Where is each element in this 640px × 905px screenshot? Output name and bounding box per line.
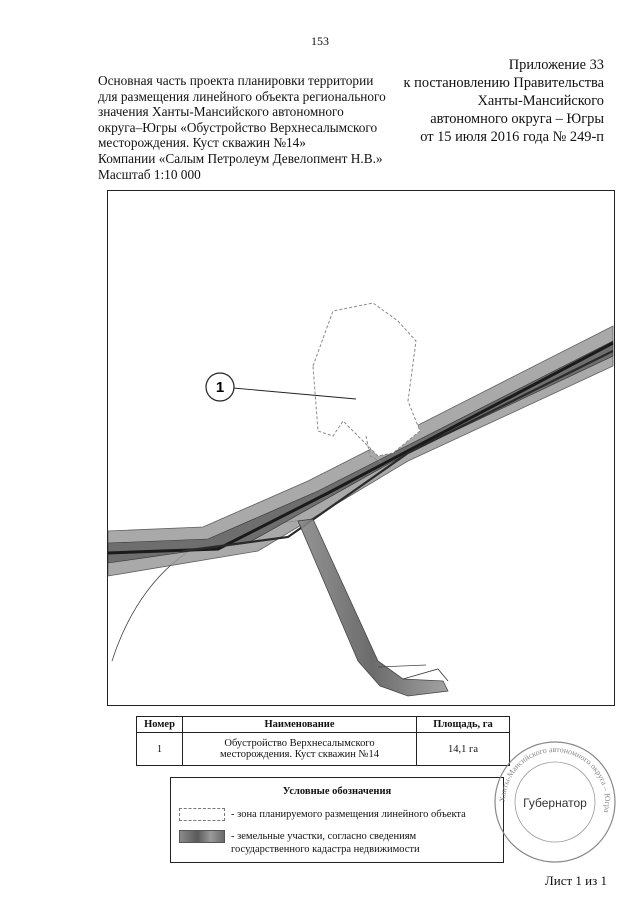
seal-ring-text: Ханты-Мансийского автономного округа – Югра <box>497 744 613 814</box>
branch-road <box>298 519 448 696</box>
official-seal <box>490 737 620 872</box>
row-name-line: Обустройство Верхнесалымского <box>224 738 375 749</box>
table-row <box>137 733 510 766</box>
project-title-line: для размещения линейного объекта регионального <box>98 88 386 104</box>
legend-item-label: - зона планируемого размещения линейного объекта <box>231 809 466 820</box>
cadastral-parcel-swatch-icon <box>179 830 225 843</box>
planned-zone-outline <box>313 303 420 456</box>
legend-item-cadastral <box>179 830 497 856</box>
legend-item-label: - земельные участки, согласно сведениям государственного кадастра недвижимости <box>231 831 420 855</box>
company-line: Компании «Салым Петролеум Девелопмент Н.В.» <box>98 150 383 166</box>
scale-line: Масштаб 1:10 000 <box>98 166 201 182</box>
row-name-line: месторождения. Куст скважин №14 <box>220 749 379 760</box>
appendix-line: автономного округа – Югры <box>430 111 604 127</box>
project-title-line: Основная часть проекта планировки территории <box>98 73 374 88</box>
dashed-zone-swatch-icon <box>179 808 225 821</box>
header-name: Наименование <box>183 717 417 733</box>
appendix-number: Приложение 33 <box>508 57 604 73</box>
project-title-line: округа–Югры «Обустройство Верхнесалымского <box>98 119 378 135</box>
legend-title: Условные обозначения <box>282 786 392 797</box>
appendix-line: к постановлению Правительства <box>403 75 604 91</box>
objects-table <box>136 716 510 766</box>
sheet-label: Лист 1 из 1 <box>544 873 607 888</box>
map-frame <box>107 190 615 706</box>
appendix-header <box>364 56 604 146</box>
row-name <box>183 733 417 766</box>
header-area: Площадь, га <box>417 717 510 733</box>
row-area: 14,1 га <box>417 733 510 766</box>
seal-stamp-icon <box>490 737 620 867</box>
map-legend <box>170 777 504 863</box>
row-number: 1 <box>137 733 183 766</box>
seal-center-text: Губернатор <box>523 796 587 810</box>
appendix-line: Ханты-Мансийского <box>477 93 604 109</box>
page-number: 153 <box>311 34 329 48</box>
project-title-line: месторождения. Куст скважин №14» <box>98 135 306 151</box>
legend-item-planned-zone <box>179 808 466 821</box>
object-label-1: 1 <box>215 379 225 396</box>
project-title-line: значения Ханты-Мансийского автономного <box>98 104 344 120</box>
header-number: Номер <box>137 717 183 733</box>
appendix-date-line: от 15 июля 2016 года № 249-п <box>420 129 604 145</box>
planning-map <box>108 191 614 705</box>
